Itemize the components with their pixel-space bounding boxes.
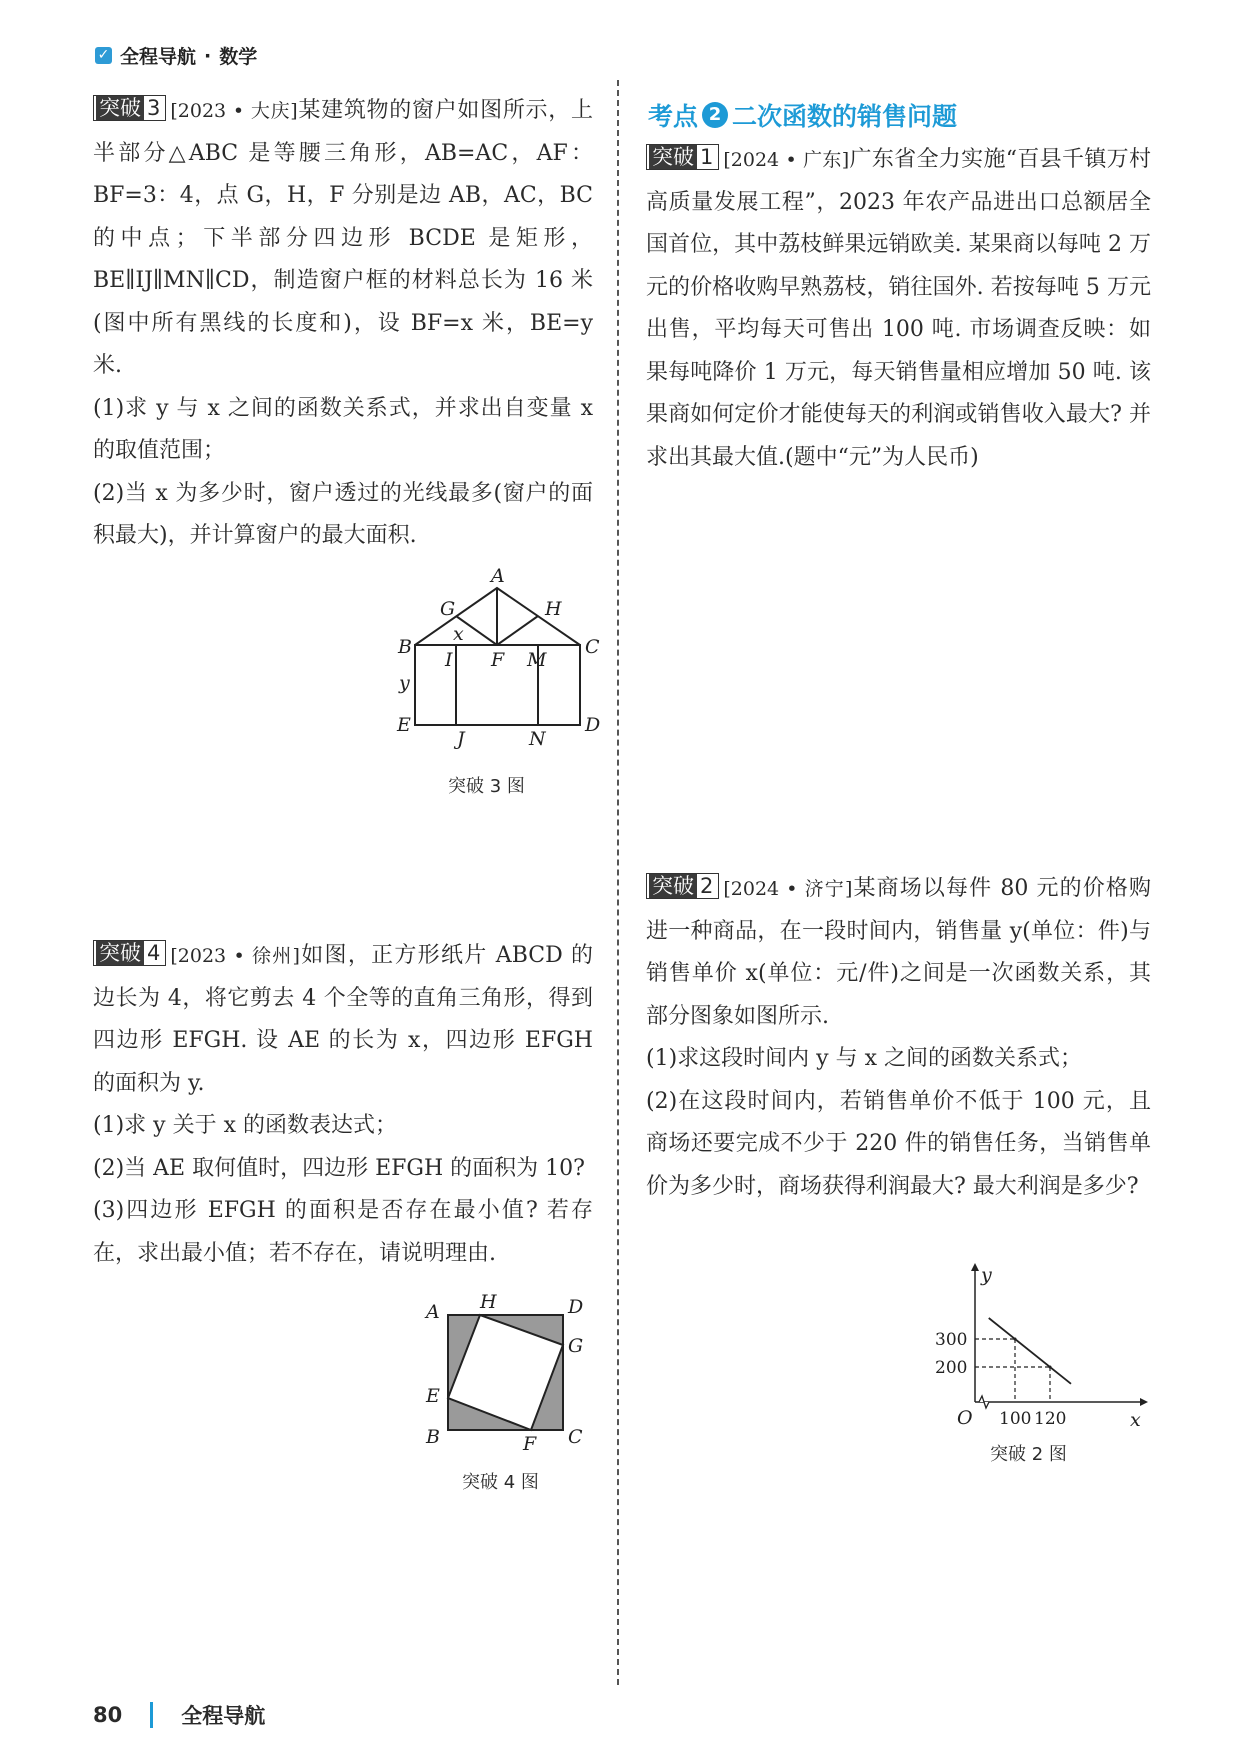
section-title: 二次函数的销售问题 xyxy=(732,102,958,131)
y-axis-label: y xyxy=(981,1264,992,1286)
label-I: I xyxy=(445,649,453,671)
problem-badge: 突破 1 xyxy=(646,144,719,170)
figure-caption: 突破 2 图 xyxy=(990,1444,1067,1465)
y-tick-label: 300 xyxy=(935,1330,968,1350)
problem-text: 广东省全力实施“百县千镇万村高质量发展工程”，2023 年农产品进出口总额居全国首位，其中荔枝鲜果远销欧美. 某果商以每吨 2 万元的价格收购早熟荔枝，销往国外. 若按每吨 5 万元出售，平均每天可售出 100 吨. 市场调查反映：如果每吨降价 1 万元，每天销售量相应增加 50 吨. 该果商如何定价才能使每天的利润或销售收入最大? 并求出其最大值.(题中“元”为人民币) xyxy=(646,147,1151,470)
label-y: y xyxy=(399,672,410,694)
label-H: H xyxy=(480,1291,497,1313)
label-G: G xyxy=(440,598,456,620)
column-divider xyxy=(617,80,619,1685)
question-2: (2)当 AE 取何值时，四边形 EFGH 的面积为 10? xyxy=(93,1155,585,1181)
label-C: C xyxy=(568,1426,583,1448)
problem-source: [2023 • 大庆] xyxy=(170,100,298,122)
x-axis-arrow xyxy=(1140,1398,1148,1406)
page-header xyxy=(95,42,257,69)
label-C: C xyxy=(585,636,600,658)
problem-badge: 突破 4 xyxy=(93,940,166,966)
header-title: 全程导航 xyxy=(120,46,197,68)
data-point xyxy=(1014,1338,1017,1341)
origin-label: O xyxy=(957,1407,973,1429)
y-tick-label: 200 xyxy=(935,1358,968,1378)
label-N: N xyxy=(529,728,546,750)
label-B: B xyxy=(398,636,412,658)
page-number: 80 xyxy=(93,1703,123,1727)
label-H: H xyxy=(545,598,562,620)
problem-1 xyxy=(646,139,1151,479)
label-M: M xyxy=(527,649,547,671)
x-axis-label: x xyxy=(1130,1409,1141,1431)
x-tick-label: 100 xyxy=(999,1409,1032,1429)
problem-3 xyxy=(93,90,593,558)
section-heading xyxy=(648,97,957,133)
problem-text: 如图，正方形纸片 ABCD 的边长为 4，将它剪去 4 个全等的直角三角形，得到四边形 EFGH. 设 AE 的长为 x，四边形 EFGH 的面积为 y. xyxy=(93,943,594,1096)
label-x: x xyxy=(453,623,464,645)
header-subject: 数学 xyxy=(219,46,258,68)
page-footer xyxy=(93,1700,265,1730)
axis-break xyxy=(979,1396,989,1408)
question-1: (1)求这段时间内 y 与 x 之间的函数关系式； xyxy=(646,1046,1082,1071)
label-E: E xyxy=(426,1385,440,1407)
problem-2 xyxy=(646,868,1151,1208)
section-number: 2 xyxy=(702,102,728,128)
problem-source: [2023 • 徐州] xyxy=(170,945,300,967)
question-3: (3)四边形 EFGH 的面积是否存在最小值? 若存在，求出最小值；若不存在，请说明理由. xyxy=(93,1198,593,1266)
y-axis-arrow xyxy=(971,1263,979,1271)
function-line xyxy=(989,1318,1071,1384)
question-2: (2)在这段时间内，若销售单价不低于 100 元，且商场还要完成不少于 220 件的销售任务，当销售单价为多少时，商场获得利润最大? 最大利润是多少? xyxy=(646,1088,1151,1199)
figure-caption: 突破 3 图 xyxy=(448,776,525,797)
label-D: D xyxy=(585,714,601,736)
question-1: (1)求 y 关于 x 的函数表达式； xyxy=(93,1113,397,1138)
problem-badge: 突破 3 xyxy=(93,95,166,121)
problem-source: [2024 • 广东] xyxy=(723,149,850,171)
label-B: B xyxy=(426,1426,440,1448)
x-tick-label: 120 xyxy=(1034,1409,1067,1429)
square-figure xyxy=(418,1290,598,1460)
label-J: J xyxy=(457,728,465,750)
label-D: D xyxy=(568,1296,584,1318)
check-icon: ✓ xyxy=(95,47,112,64)
linear-chart xyxy=(925,1265,1150,1430)
label-F: F xyxy=(491,649,505,671)
footer-title: 全程导航 xyxy=(181,1704,266,1728)
question-2: (2)当 x 为多少时，窗户透过的光线最多(窗户的面积最大)，并计算窗户的最大面积. xyxy=(93,480,593,548)
problem-text: 某建筑物的窗户如图所示，上半部分△ABC 是等腰三角形，AB=AC，AF：BF=3：4，点 G，H，F 分别是边 AB，AC，BC 的中点；下半部分四边形 BCDE 是矩形，BE∥IJ∥MN∥CD，制造窗户框的材料总长为 16 米(图中所有黑线的长度和)，设 BF=x 米，BE=y 米. xyxy=(93,98,593,378)
problem-badge: 突破 2 xyxy=(646,873,719,899)
window-figure xyxy=(395,565,601,765)
label-F: F xyxy=(523,1433,537,1455)
question-1: (1)求 y 与 x 之间的函数关系式，并求出自变量 x 的取值范围； xyxy=(93,395,593,463)
label-A: A xyxy=(426,1301,440,1323)
label-G: G xyxy=(568,1335,584,1357)
section-label: 考点 xyxy=(648,102,699,131)
header-dot: · xyxy=(204,44,212,67)
footer-divider xyxy=(150,1702,153,1728)
problem-source: [2024 • 济宁] xyxy=(723,878,853,900)
problem-text: 某商场以每件 80 元的价格购进一种商品，在一段时间内，销售量 y(单位：件)与销售单价 x(单位：元/件)之间是一次函数关系，其部分图象如图所示. xyxy=(646,876,1152,1029)
figure-caption: 突破 4 图 xyxy=(462,1472,539,1493)
label-E: E xyxy=(397,714,411,736)
problem-4 xyxy=(93,935,593,1275)
data-point xyxy=(1049,1366,1052,1369)
label-A: A xyxy=(491,565,505,587)
